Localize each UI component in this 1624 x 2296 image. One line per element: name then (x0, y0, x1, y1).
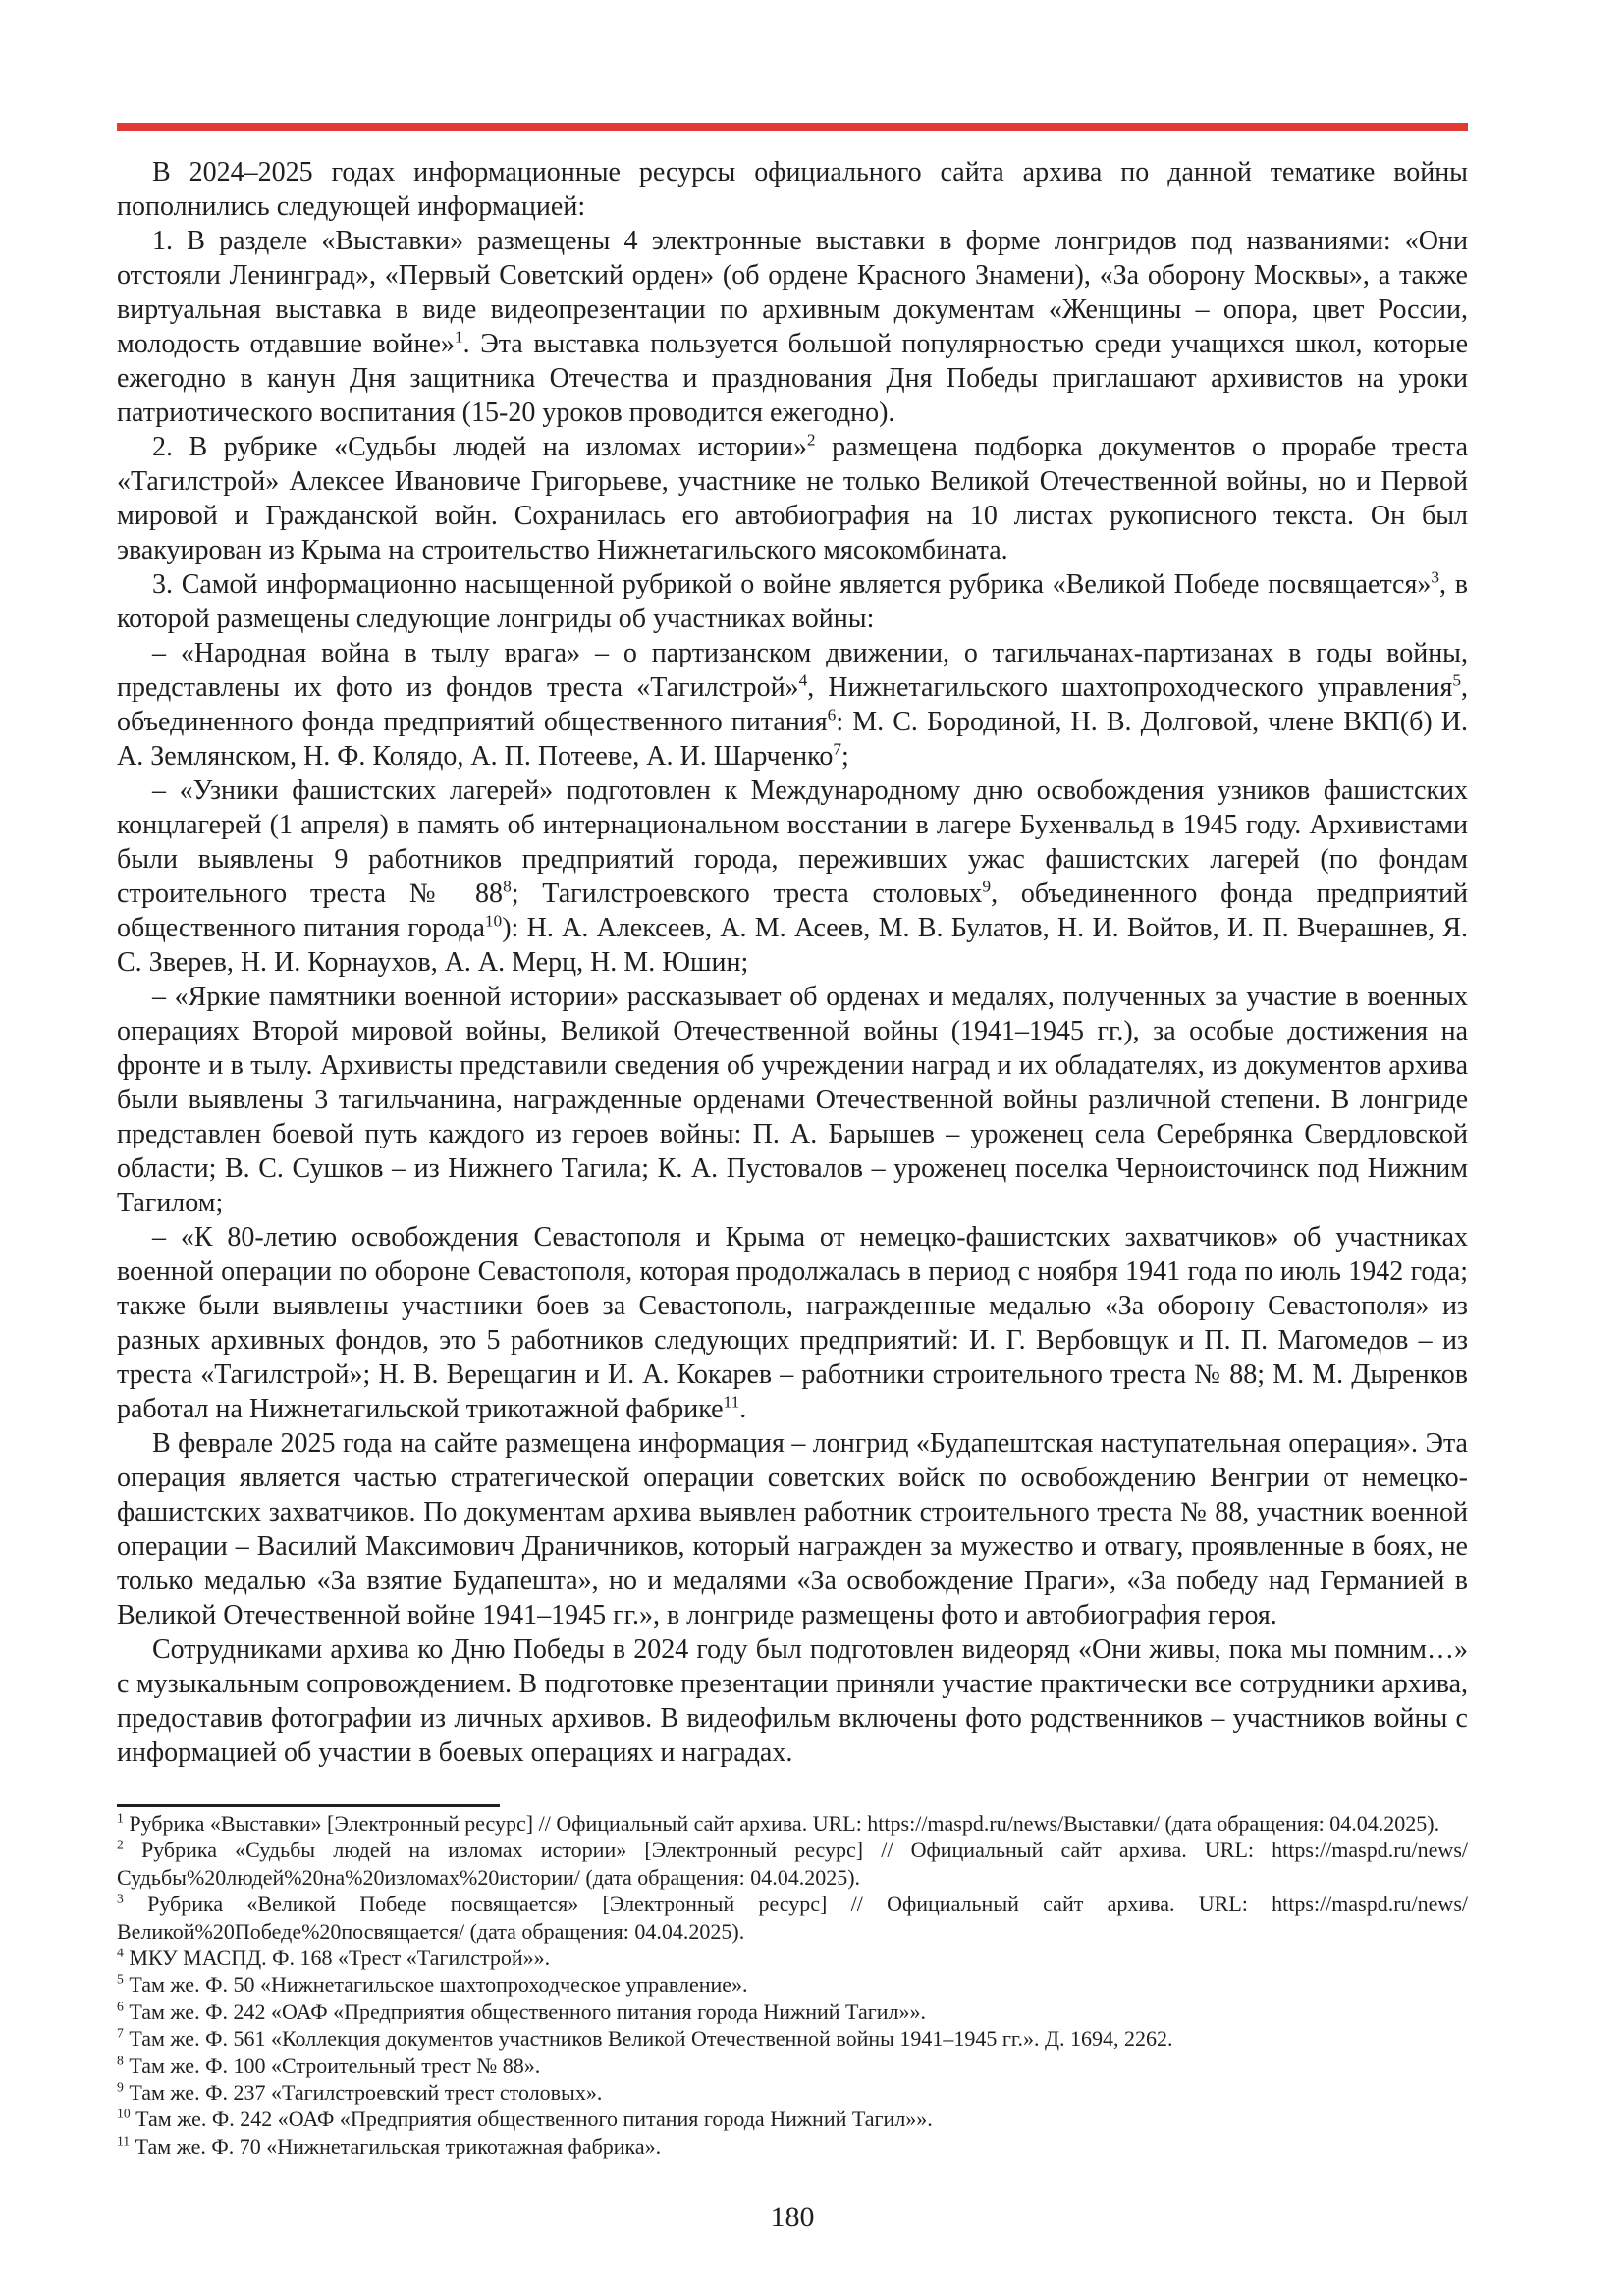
footnote-item: $^{10}$ Там же. Ф. 242 «ОАФ «Предприятия общественного питания города Нижний Тагил»». (117, 2107, 933, 2132)
footnote-marker: 9 (117, 2079, 124, 2095)
footnote-separator (117, 1804, 500, 1807)
footnote-marker: 11 (117, 2133, 131, 2149)
body-paragraph: – «Народная война в тылу врага» – о партизанском движении, о тагильчанах-партизанах в годы войны, представлены их фото из фондов треста «Тагилстрой»$^4$, Нижнетагильского шахтопроходческого управления$^5$, объединенного фонда предприятий общественного питания$^6$: М. С. Бородиной, Н. В. Долговой, члене ВКП(б) И. А. Землянском, Н. Ф. Колядо, А. П. Потееве, А. И. Шарченко$^7$; (117, 638, 1469, 772)
footnote-item: $^9$ Там же. Ф. 237 «Тагилстроевский трест столовых». (117, 2079, 603, 2106)
footnote-marker: 4 (117, 1945, 124, 1960)
top-red-rule (117, 123, 1468, 131)
body-paragraph: – «Узники фашистских лагерей» подготовлен к Международному дню освобождения узников фашистских концлагерей (1 апреля) в память об интернациональном восстании в лагере Бухенвальд в 1945 году. Архивистами были выявлены 9 работников предприятий города, переживших ужас фашистских лагерей (по фондам строительного треста № $88^8$; Тагилстроевского треста столовых$^9$, объединенного фонда предприятий общественного питания города$^{10}$): Н. А. Алексеев, А. М. Асеев, М. В. Булатов, Н. И. Войтов, И. П. Вчерашнев, Я. С. Зверев, Н. И. Корнаухов, А. А. Мерц, Н. М. Юшин; (117, 775, 1468, 978)
footnote-item: $^8$ Там же. Ф. 100 «Строительный трест № 88». (117, 2053, 541, 2078)
body-paragraph: – «Яркие памятники военной истории» рассказывает об орденах и медалях, полученных за участие в военных операциях Второй мировой войны, Великой Отечественной войны (1941–1945 гг.), за особые достижения на фронте и в тылу. Архивисты представили сведения об учреждении наград и их обладателях, из документов архива были выявлены 3 тагильчанина, награжденные орденами Отечественной войны различной степени. В лонгриде представлен боевой путь каждого из героев войны: П. А. Барышев – уроженец села Серебрянка Свердловской области; В. С. Сушков – из Нижнего Тагила; К. А. Пустовалов – уроженец поселка Черноисточинск под Нижним Тагилом; (117, 982, 1468, 1218)
footnotes (117, 1810, 1468, 2160)
footnote-item: $^2$ Рубрика «Судьбы людей на изломах истории» [Электронный ресурс] // Официальный сайт архива. URL: https://maspd.ru/news/Судьбы%20людей%20на%20изломах%20истории/ (дата обращения: 04.04.2025). (117, 1838, 1468, 1890)
body-paragraph: 1. В разделе «Выставки» размещены 4 электронные выставки в форме лонгридов под названиями: «Они отстояли Ленинград», «Первый Советский орден» (об ордене Красного Знамени), «За оборону Москвы», а также виртуальная выставка в виде видеопрезентации по архивным документам «Женщины – опора, цвет России, молодость отдавшие войне»$^1$. Эта выставка пользуется большой популярностью среди учащихся школ, которые ежегодно в канун Дня защитника Отечества и празднования Дня Победы приглашают архивистов на уроки патриотического воспитания (15-20 уроков проводится ежегодно). (117, 226, 1469, 428)
page-number: 180 (770, 2201, 815, 2233)
footnote-marker: 2 (117, 1838, 124, 1853)
body-text (117, 155, 1468, 1770)
footnote-marker: 1 (117, 1810, 124, 1826)
body-paragraph: В 2024–2025 годах информационные ресурсы официального сайта архива по данной тематике войны пополнились следующей информацией: (117, 157, 1468, 222)
footnote-ref: 6 (827, 705, 837, 724)
footnote-ref: 7 (833, 739, 842, 759)
body-paragraph: 2. В рубрике «Судьбы людей на изломах истории»$^2$ размещена подборка документов о прорабе треста «Тагилстрой» Алексее Ивановиче Григорьеве, участнике не только Великой Отечественной войны, но и Первой мировой и Гражданской войн. Сохранилась его автобиография на 10 листах рукописного текста. Он был эвакуирован из Крыма на строительство Нижнетагильского мясокомбината. (117, 430, 1468, 565)
footnote-marker: 7 (117, 2025, 124, 2041)
footnote-marker: 3 (117, 1891, 124, 1906)
body-paragraph: 3. Самой информационно насыщенной рубрикой о войне является рубрика «Великой Победе посвящается»$^3$, в которой размещены следующие лонгриды об участниках войны: (117, 567, 1468, 634)
body-paragraph: – «К 80-летию освобождения Севастополя и Крыма от немецко-фашистских захватчиков» об участниках военной операции по обороне Севастополя, которая продолжалась в период с ноября 1941 года по июль 1942 года; также были выявлены участники боев за Севастополь, награжденные медалью «За оборону Севастополя» из разных архивных фондов, это 5 работников следующих предприятий: И. Г. Вербовщук и П. П. Магомедов – из треста «Тагилстрой»; Н. В. Верещагин и И. А. Кокарев – работники строительного треста № 88; М. М. Дыренков работал на Нижнетагильской трикотажной фабрике$^{11}$. (117, 1222, 1468, 1424)
footnote-item: $^5$ Там же. Ф. 50 «Нижнетагильское шахтопроходческое управление». (117, 1972, 748, 1998)
footnote-item: $^7$ Там же. Ф. 561 «Коллекция документов участников Великой Отечественной войны 1941–1945 гг.». Д. 1694, 2262. (117, 2025, 1173, 2052)
body-paragraph: В феврале 2025 года на сайте размещена информация – лонгрид «Будапештская наступательная операция». Эта операция является частью стратегической операции советских войск по освобождению Венгрии от немецко-фашистских захватчиков. По документам архива выявлен работник строительного треста № 88, участник военной операции – Василий Максимович Драничников, который награжден за мужество и отвагу, проявленные в боях, не только медалью «За взятие Будапешта», но и медалями «За освобождение Праги», «За победу над Германией в Великой Отечественной войне 1941–1945 гг.», в лонгриде размещены фото и автобиография героя. (117, 1428, 1468, 1630)
footnote-ref: 5 (1452, 670, 1462, 690)
footnote-marker: 6 (117, 1999, 124, 2014)
footnote-item: $^3$ Рубрика «Великой Победе посвящается» [Электронный ресурс] // Официальный сайт архива. URL: https://maspd.ru/news/Великой%20Победе%20посвящается/ (дата обращения: 04.04.2025). (117, 1891, 1468, 1944)
footnote-ref: 10 (484, 911, 503, 931)
footnote-item: $^{11}$ Там же. Ф. 70 «Нижнетагильская трикотажная фабрика». (117, 2133, 662, 2159)
footnote-marker: 8 (117, 2053, 124, 2068)
footnote-ref: 3 (1431, 567, 1440, 587)
footnote-marker: 10 (117, 2107, 131, 2122)
body-paragraph: Сотрудниками архива ко Дню Победы в 2024 году был подготовлен видеоряд «Они живы, пока мы помним…» с музыкальным сопровождением. В подготовке презентации приняли участие практически все сотрудники архива, предоставив фотографии из личных архивов. В видеофильм включены фото родственников – участников войны с информацией об участии в боевых операциях и наградах. (117, 1634, 1468, 1768)
footnote-ref: 1 (454, 327, 463, 347)
footnote-ref: 11 (723, 1392, 740, 1412)
footnote-ref: 2 (806, 430, 816, 450)
footnote-ref: 8 (503, 877, 512, 896)
footnote-item: $^1$ Рубрика «Выставки» [Электронный ресурс] // Официальный сайт архива. URL: https://maspd.ru/news/Выставки/ (дата обращения: 04.04.2025). (117, 1810, 1440, 1836)
footnote-item: $^4$ МКУ МАСПД. Ф. 168 «Трест «Тагилстрой»». (117, 1945, 551, 1971)
footnote-marker: 5 (117, 1972, 124, 1988)
footnote-ref: 9 (982, 877, 992, 896)
footnote-item: $^6$ Там же. Ф. 242 «ОАФ «Предприятия общественного питания города Нижний Тагил»». (117, 1999, 926, 2024)
footnote-ref: 4 (798, 670, 808, 690)
